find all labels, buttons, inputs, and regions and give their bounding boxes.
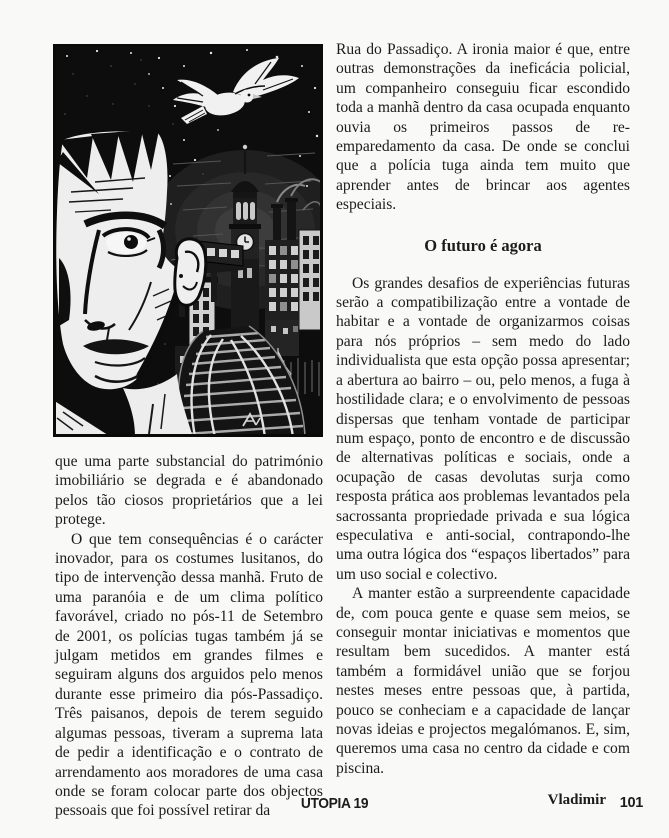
woodcut-illustration bbox=[53, 44, 323, 437]
right-paragraph: Os grandes desafios de experiências futuras serão a compatibilização entre a vontade de habitar e a vontade de organizarmos coisas para nós próprios – sem medo do lado individualista que esta opção possa apresentar; a abertura ao bairro – ou, pelo menos, a fuga à hostilidade clara; e o envolvimento de pessoas dispersas que tenham vontade de participar num espaço, ponto de encontro e de discussão de alternativas políticas e sociais, onde a ocupação de casas devolutas surja como resposta prática aos problemas levantados pela sacrossanta propriedade privada e sua lógica especulativa e anti-social, contrapondo-lhe uma outra lógica dos “espaços libertados” para um uso social e colectivo. bbox=[336, 274, 630, 583]
footer-journal-title: UTOPIA 19 bbox=[300, 795, 369, 812]
right-column bbox=[336, 40, 630, 809]
left-column bbox=[55, 44, 323, 821]
right-paragraph-continuation: Rua do Passadiço. A ironia maior é que, entre outras demonstrações da ineficácia policial, um companheiro conseguiu ficar escondido toda a manhã dentro da casa ocupada enquanto ouvia os primeiros passos de re-emparedamento da casa. De onde se conclui que a polícia tuga ainda tem muito que aprender antes de brincar aos agentes especiais. bbox=[336, 41, 630, 214]
section-heading: O futuro é agora bbox=[424, 235, 542, 255]
right-paragraph: A manter estão a surpreendente capacidade de, com pouca gente e quase sem meios, se conseguir montar iniciativas e momentos que resultam bem sucedidos. A manter está também a formidável união que se forjou nestes meses entre pessoas que, à partida, pouco se conheciam e a capacidade de lançar novas ideias e projectos megalómanos. E, sim, queremos uma casa no centro da cidade e com piscina. bbox=[336, 585, 630, 777]
footer-page-number: 101 bbox=[619, 795, 643, 811]
left-paragraph: O que tem consequências é o carácter inovador, para os costumes lusitanos, do tipo de intervenção dessa manhã. Fruto de uma paranóia e de um clima político favorável, criado no pós-11 de Setembro de 2001, os polícias tugas também já se julgam metidos em grandes filmes e seguiram alguns dos arguidos pelo menos durante esse primeiro dia pós-Passadiço. Três paisanos, depois de terem seguido algumas pessoas, tiveram a suprema lata de pedir a identificação e o contrato de arrendamento aos moradores de uma casa onde se foram colocar parte dos objectos pessoais que foi possível retirar da bbox=[55, 530, 323, 820]
left-paragraph-continuation: que uma parte substancial do património imobiliário se degrada e é abandonado pelos tão ciosos proprietários que a lei protege. bbox=[55, 453, 323, 529]
author-signature: Vladimir bbox=[547, 792, 606, 809]
